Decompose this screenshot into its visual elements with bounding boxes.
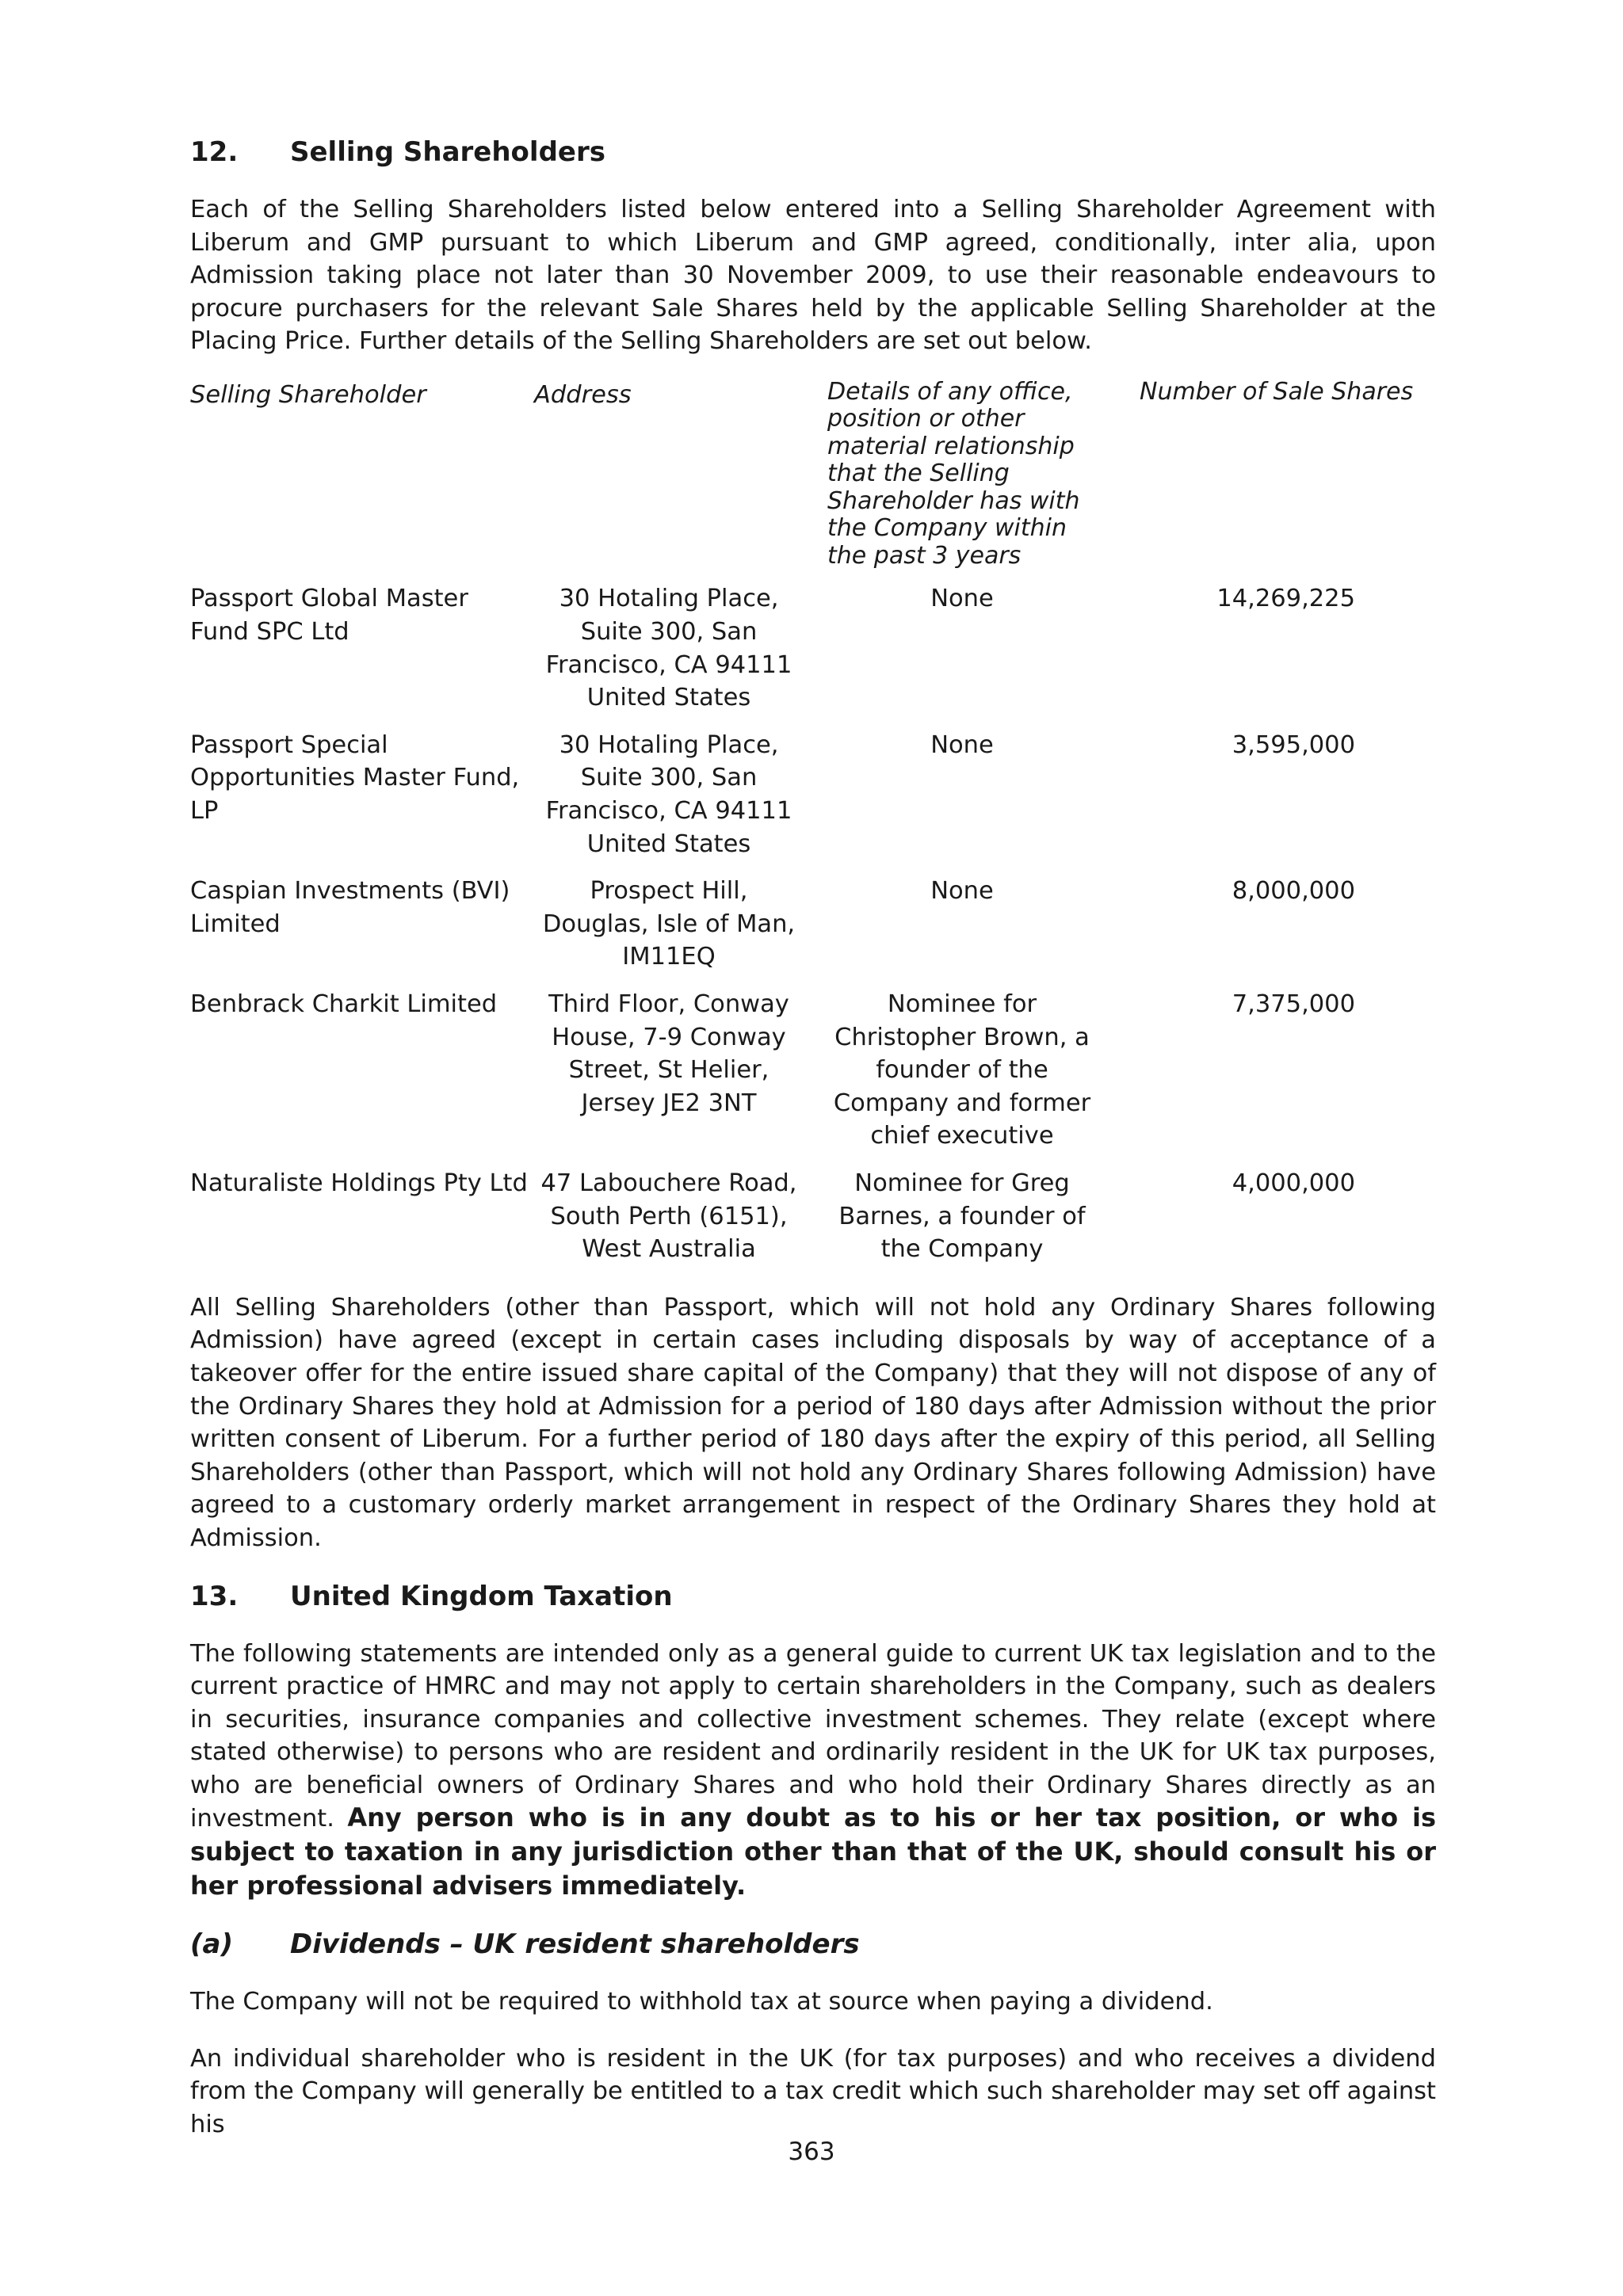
column-header-address: Address bbox=[534, 380, 632, 409]
column-header-shareholder: Selling Shareholder bbox=[190, 380, 426, 409]
document-page bbox=[190, 135, 1436, 2165]
lockup-paragraph: All Selling Shareholders (other than Passport, which will not hold any Ordinary Shares following Admission) have agreed (except in certain cases including disposals by way of acceptance of a takeover offer for the entire issued share capital of the Company) that they will not dispose of any of the Ordinary Shares they hold at Admission for a period of 180 days after Admission without the prior written consent of Liberum. For a further period of 180 days after the expiry of this period, all Selling Shareholders (other than Passport, which will not hold any Ordinary Shares following Admission) have agreed to a customary orderly market arrangement in respect of the Ordinary Shares they hold at Admission. bbox=[190, 1293, 1436, 1552]
selling-shareholders-table bbox=[190, 379, 1436, 1280]
cell-details: None bbox=[930, 877, 994, 906]
column-header-shares: Number of Sale Shares bbox=[1140, 377, 1414, 406]
section-title: United Kingdom Taxation bbox=[290, 1580, 673, 1612]
cell-shares: 4,000,000 bbox=[1232, 1169, 1355, 1197]
taxation-intro: The following statements are intended only as a general guide to current UK tax legislation and to the current practice of HMRC and may not apply to certain shareholders in the Company, such as dealers in securities, insurance companies and collective investment schemes. They relate (except where stated otherwise) to persons who are resident and ordinarily resident in the UK for UK tax purposes, who are beneficial owners of Ordinary Shares and who hold their Ordinary Shares directly as an investment. bbox=[190, 1639, 1436, 1833]
tax-credit-paragraph: An individual shareholder who is resident in the UK (for tax purposes) and who receives a dividend from the Company will generally be entitled to a tax credit which such shareholder may set off against his bbox=[190, 2044, 1436, 2139]
cell-details: None bbox=[930, 730, 994, 759]
table-row bbox=[190, 988, 1436, 1167]
column-header-details: Details of any office, position or other material relationship that the Selling Shareholder has with the Company within the past 3 years bbox=[827, 377, 1080, 570]
table-row bbox=[190, 729, 1436, 875]
section-12-heading bbox=[190, 135, 1436, 170]
section-title: Selling Shareholders bbox=[290, 136, 605, 168]
cell-shares: 14,269,225 bbox=[1216, 585, 1355, 613]
cell-details: Nominee for Greg Barnes, a founder of the Company bbox=[838, 1169, 1086, 1264]
cell-address: Third Floor, Conway House, 7-9 Conway Street, St Helier, Jersey JE2 3NT bbox=[548, 990, 789, 1117]
table-header-row bbox=[190, 379, 1436, 583]
section-number: 13. bbox=[190, 1580, 239, 1612]
section-number: 12. bbox=[190, 136, 239, 168]
table-row bbox=[190, 875, 1436, 988]
cell-shares: 7,375,000 bbox=[1232, 990, 1355, 1018]
subsection-number: (a) bbox=[190, 1928, 234, 1961]
cell-shareholder: Caspian Investments (BVI) Limited bbox=[190, 877, 510, 938]
cell-shares: 3,595,000 bbox=[1232, 730, 1355, 759]
subsection-title: Dividends – UK resident shareholders bbox=[290, 1928, 860, 1961]
cell-shareholder: Passport Special Opportunities Master Fund, LP bbox=[190, 730, 520, 826]
withholding-paragraph: The Company will not be required to withhold tax at source when paying a dividend. bbox=[190, 1988, 1213, 2016]
cell-shareholder: Benbrack Charkit Limited bbox=[190, 990, 498, 1018]
page-number: 363 bbox=[788, 2138, 835, 2166]
cell-address: Prospect Hill, Douglas, Isle of Man, IM11EQ bbox=[542, 877, 796, 971]
cell-details: None bbox=[930, 585, 994, 613]
subsection-a-heading bbox=[190, 1927, 1436, 1962]
cell-shareholder: Naturaliste Holdings Pty Ltd bbox=[190, 1169, 528, 1197]
cell-shareholder: Passport Global Master Fund SPC Ltd bbox=[190, 585, 468, 646]
section-13-heading bbox=[190, 1579, 1436, 1614]
taxation-warning: Any person who is in any doubt as to his or her tax position, or who is subject to taxation in any jurisdiction other than that of the UK, should consult his or her professional advisers immediately. bbox=[190, 1802, 1436, 1901]
taxation-intro-paragraph bbox=[190, 1638, 1436, 1904]
cell-details: Nominee for Christopher Brown, a founder of the Company and former chief executive bbox=[833, 990, 1091, 1150]
cell-shares: 8,000,000 bbox=[1232, 877, 1355, 906]
cell-address: 30 Hotaling Place, Suite 300, San Francisco, CA 94111 United States bbox=[545, 585, 792, 712]
cell-address: 47 Labouchere Road, South Perth (6151), West Australia bbox=[540, 1169, 797, 1264]
table-row bbox=[190, 582, 1436, 728]
table-row bbox=[190, 1167, 1436, 1280]
selling-shareholders-intro: Each of the Selling Shareholders listed below entered into a Selling Shareholder Agreement with Liberum and GMP pursuant to which Liberum and GMP agreed, conditionally, inter alia, upon Admission taking place not later than 30 November 2009, to use their reasonable endeavours to procure purchasers for the relevant Sale Shares held by the applicable Selling Shareholder at the Placing Price. Further details of the Selling Shareholders are set out below. bbox=[190, 196, 1436, 356]
cell-address: 30 Hotaling Place, Suite 300, San Francisco, CA 94111 United States bbox=[545, 730, 792, 858]
